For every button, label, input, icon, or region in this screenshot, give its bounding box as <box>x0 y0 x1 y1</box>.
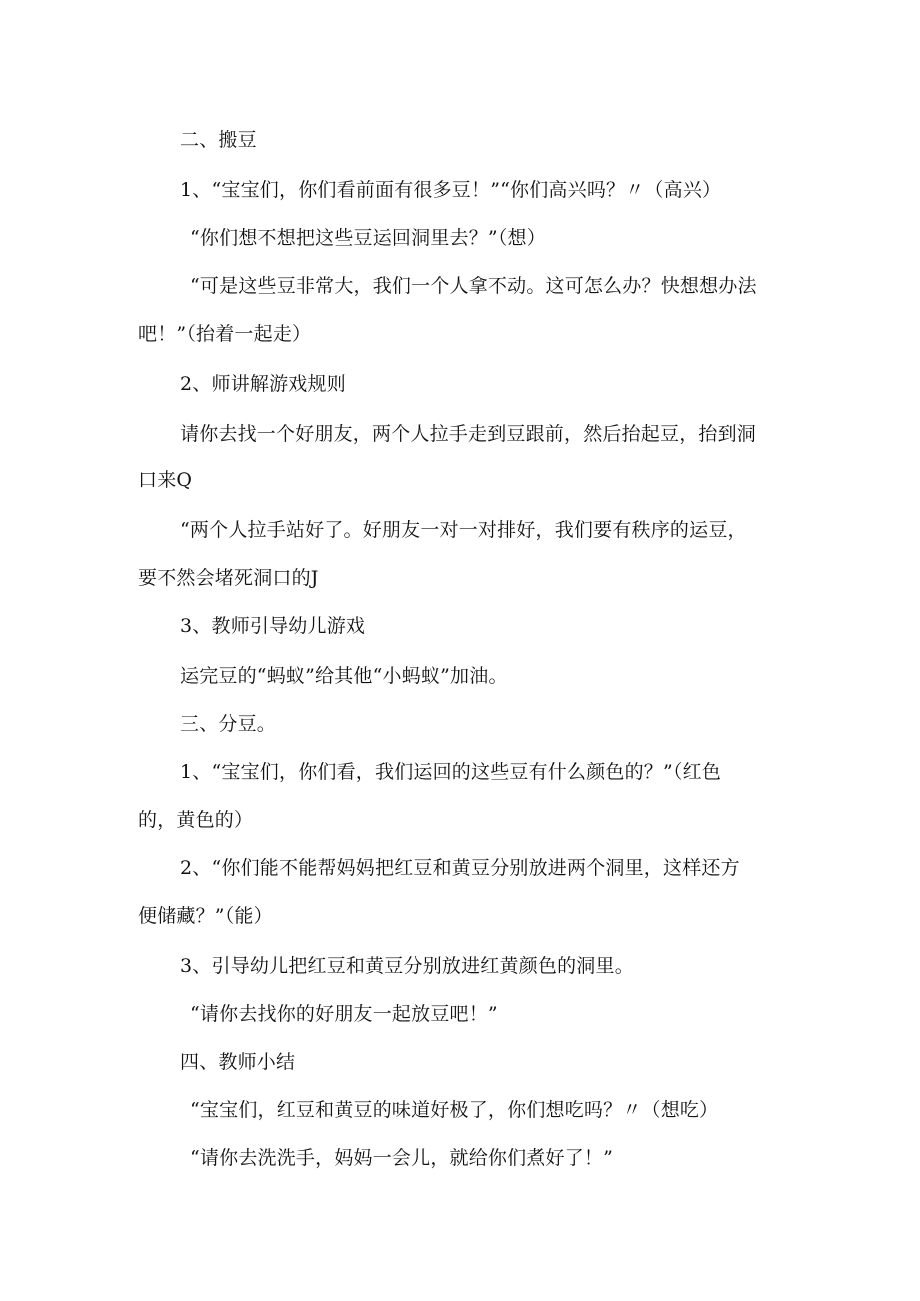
paragraph-line: 1、“宝宝们，你们看，我们运回的这些豆有什么颜色的？”（红色 <box>180 761 722 783</box>
paragraph-line: 1、“宝宝们，你们看前面有很多豆！”“你们高兴吗？〃（高兴） <box>180 179 722 201</box>
paragraph-line: 运完豆的“蚂蚁”给其他“小蚂蚁”加油。 <box>180 665 508 687</box>
paragraph-line: “可是这些豆非常大，我们一个人拿不动。这可怎么办？快想想办法 <box>190 275 757 297</box>
paragraph-line: 口来Q <box>138 469 193 491</box>
paragraph-line: “你们想不想把这些豆运回洞里去？”（想） <box>190 227 546 249</box>
paragraph-line: 吧！”（抬着一起走） <box>138 323 312 345</box>
paragraph-line: 要不然会堵死洞口的J <box>138 567 319 589</box>
section-heading-sort-beans: 三、分豆。 <box>180 713 277 735</box>
paragraph-line: 2、“你们能不能帮妈妈把红豆和黄豆分别放进两个洞里，这样还方 <box>180 857 740 879</box>
section-heading-move-beans: 二、搬豆 <box>180 129 257 151</box>
paragraph-line: 3、引导幼儿把红豆和黄豆分别放进红黄颜色的洞里。 <box>180 955 634 977</box>
paragraph-line: 的，黄色的） <box>138 809 254 831</box>
subheading-guide-game: 3、教师引导幼儿游戏 <box>180 615 366 637</box>
paragraph-line: 请你去找一个好朋友，两个人拉手走到豆跟前，然后抬起豆，抬到洞 <box>180 423 757 445</box>
paragraph-line: 便储藏？”（能） <box>138 905 273 927</box>
paragraph-line: “宝宝们，红豆和黄豆的味道好极了，你们想吃吗？〃（想吃） <box>190 1099 719 1121</box>
paragraph-line: “请你去洗洗手，妈妈一会儿，就给你们煮好了！” <box>190 1147 614 1169</box>
paragraph-line: “请你去找你的好朋友一起放豆吧！” <box>190 1003 498 1025</box>
section-heading-summary: 四、教师小结 <box>180 1051 296 1073</box>
paragraph-line: “两个人拉手站好了。好朋友一对一对排好，我们要有秩序的运豆， <box>180 519 747 541</box>
subheading-game-rules: 2、师讲解游戏规则 <box>180 373 346 395</box>
